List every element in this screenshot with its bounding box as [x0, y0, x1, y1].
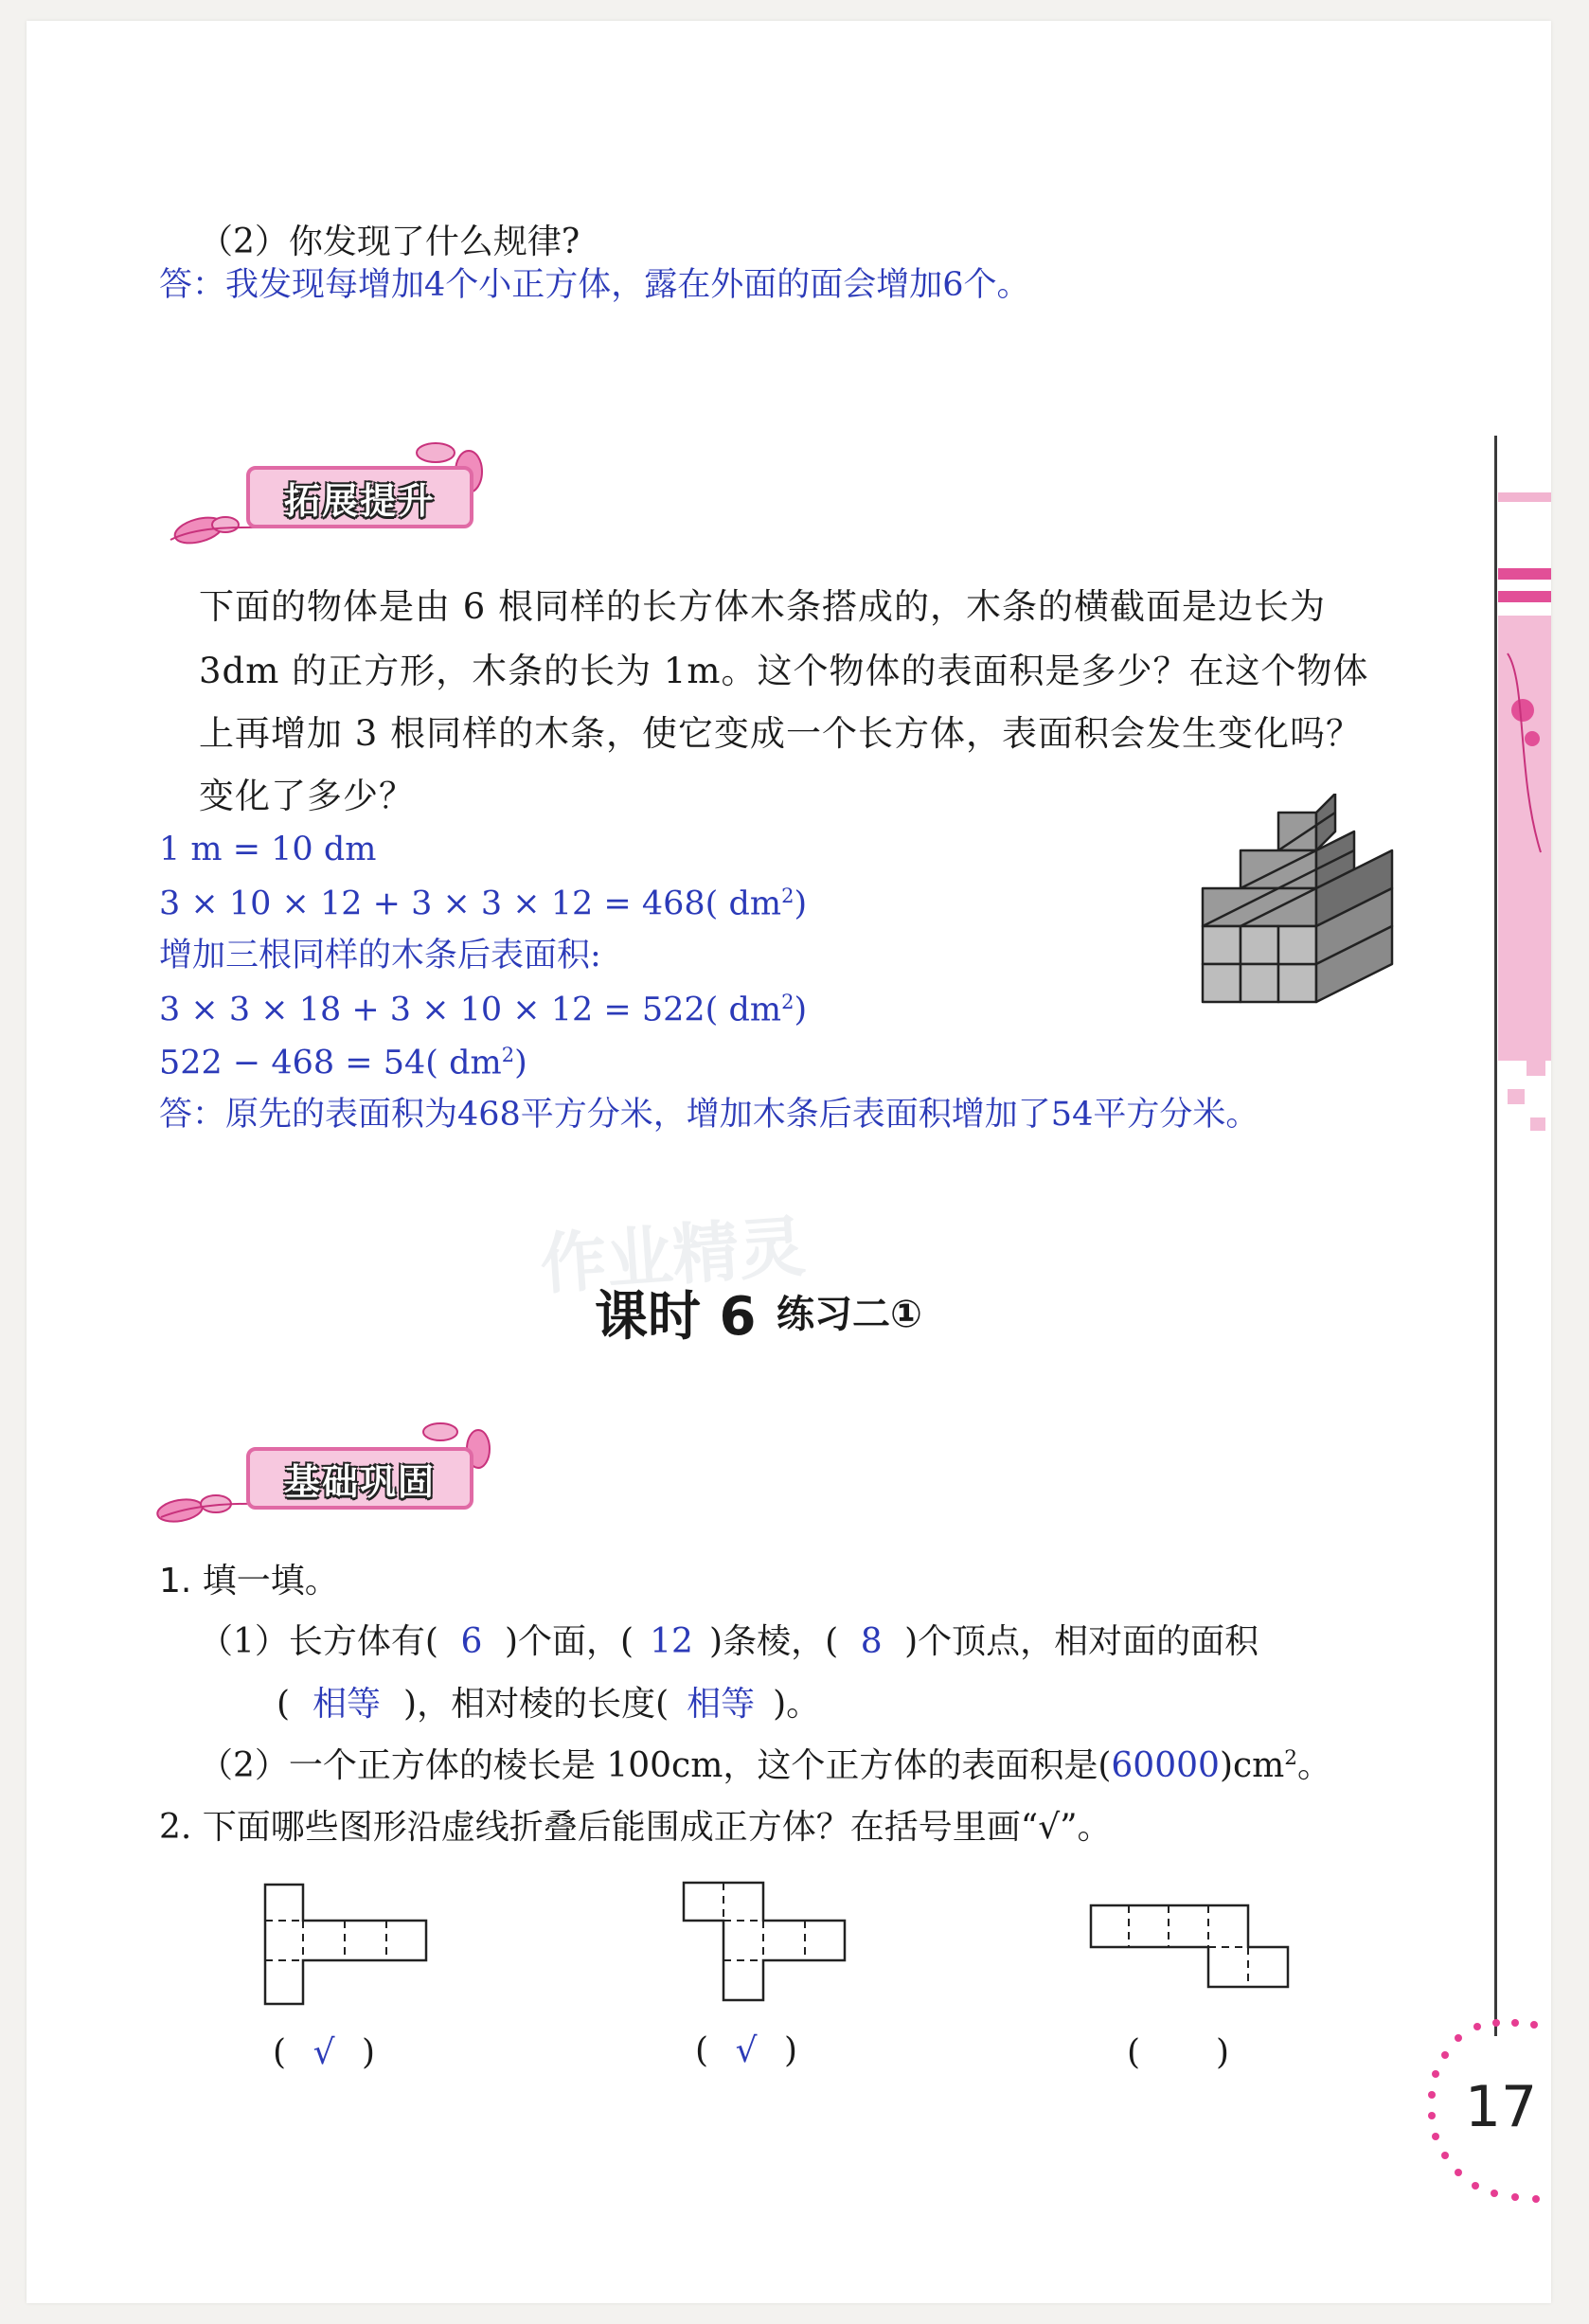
blank-value-surface-area: 60000: [1111, 1746, 1220, 1785]
text: )个顶点，相对面的面积: [904, 1622, 1259, 1661]
lesson-subtitle: 练习二①: [777, 1293, 922, 1336]
section-badge-extend: [152, 436, 492, 559]
badge-plate: [246, 466, 473, 528]
solution-line-1: 1 m = 10 dm: [159, 831, 377, 868]
close-paren: ): [794, 885, 808, 923]
solution-line-2-text: 3 × 10 × 12 + 3 × 3 × 12 = 468( dm: [159, 885, 782, 923]
text: （2）一个正方体的棱长是 100cm，这个正方体的表面积是(: [199, 1746, 1112, 1785]
solution-line-4-text: 3 × 3 × 18 + 3 × 10 × 12 = 522( dm: [159, 991, 782, 1029]
solution-line-2: [159, 886, 807, 921]
badge-label: 拓展提升: [283, 479, 436, 522]
text: )个面，(: [504, 1622, 634, 1661]
answer-paren-1[interactable]: [273, 2033, 376, 2072]
question-2-title: 2. 下面哪些图形沿虚线折叠后能围成正方体？在括号里画“√”。: [159, 1808, 1112, 1847]
page-number: 17: [1464, 2074, 1538, 2140]
watermark: 作业精灵: [537, 1207, 808, 1304]
blank-value-edges-length: 相等: [687, 1685, 756, 1724]
text: )条棱，(: [709, 1622, 839, 1661]
question-1-title: 1. 填一填。: [159, 1562, 339, 1600]
check-mark: √: [312, 2033, 335, 2072]
superscript: 2: [781, 991, 794, 1013]
paren: ): [1216, 2033, 1230, 2072]
check-mark: √: [735, 2031, 758, 2070]
text: 。: [1297, 1746, 1332, 1785]
cube-net-figure-3: [1089, 1904, 1292, 1991]
badge-label: 基础巩固: [283, 1460, 436, 1503]
superscript: 2: [781, 885, 794, 907]
answer-2-prev: 答：我发现每增加4个小正方体，露在外面的面会增加6个。: [159, 266, 1030, 304]
question-1-1: [199, 1622, 1259, 1661]
text: （1）长方体有(: [199, 1622, 438, 1661]
lesson-title: 课时 6: [595, 1286, 757, 1348]
cube-net-figure-1: [263, 1883, 430, 2006]
solution-line-4: [159, 992, 807, 1028]
close-paren: ): [794, 991, 808, 1029]
paren: (: [1127, 2033, 1141, 2072]
close-paren: ): [514, 1044, 527, 1082]
paren: (: [273, 2033, 287, 2072]
wooden-sticks-figure: [1193, 794, 1402, 1007]
superscript: 2: [501, 1044, 515, 1066]
question-2-prev: （2）你发现了什么规律?: [199, 223, 580, 261]
paren: (: [695, 2031, 709, 2070]
problem-line-3: 上再增加 3 根同样的木条，使它变成一个长方体，表面积会发生变化吗？: [199, 713, 1363, 754]
badge-plate: [246, 1447, 473, 1510]
solution-answer: 答：原先的表面积为468平方分米，增加木条后表面积增加了54平方分米。: [159, 1096, 1259, 1134]
answer-paren-2[interactable]: [695, 2031, 798, 2070]
problem-line-2: 3dm 的正方形，木条的长为 1m。这个物体的表面积是多少？在这个物体: [199, 651, 1369, 691]
text: )cm: [1219, 1746, 1285, 1785]
blank-value-faces-area: 相等: [312, 1685, 382, 1724]
solution-line-5-text: 522 − 468 = 54( dm: [159, 1044, 502, 1082]
right-margin-rule: [1494, 436, 1497, 2036]
text: )。: [773, 1685, 821, 1724]
blank-value-faces: 6: [460, 1622, 483, 1661]
text: )，相对棱的长度(: [403, 1685, 670, 1724]
solution-line-3: 增加三根同样的木条后表面积:: [159, 937, 601, 974]
text: (: [277, 1685, 291, 1724]
cube-net-figure-2: [682, 1881, 848, 2004]
section-badge-basic: [152, 1411, 492, 1534]
blank-value-vertices: 8: [860, 1622, 883, 1661]
question-1-1-cont: [277, 1685, 821, 1724]
blank-value-edges: 12: [650, 1622, 693, 1661]
superscript: 2: [1284, 1746, 1298, 1770]
solution-line-5: [159, 1046, 527, 1081]
paren: ): [362, 2033, 376, 2072]
question-1-2: [199, 1748, 1331, 1783]
problem-line-1: 下面的物体是由 6 根同样的长方体木条搭成的，木条的横截面是边长为: [199, 586, 1327, 627]
problem-line-4: 变化了多少？: [199, 776, 415, 816]
paren: ): [784, 2031, 798, 2070]
answer-paren-3[interactable]: [1127, 2033, 1230, 2072]
floral-decoration-strip: [1498, 492, 1551, 1155]
